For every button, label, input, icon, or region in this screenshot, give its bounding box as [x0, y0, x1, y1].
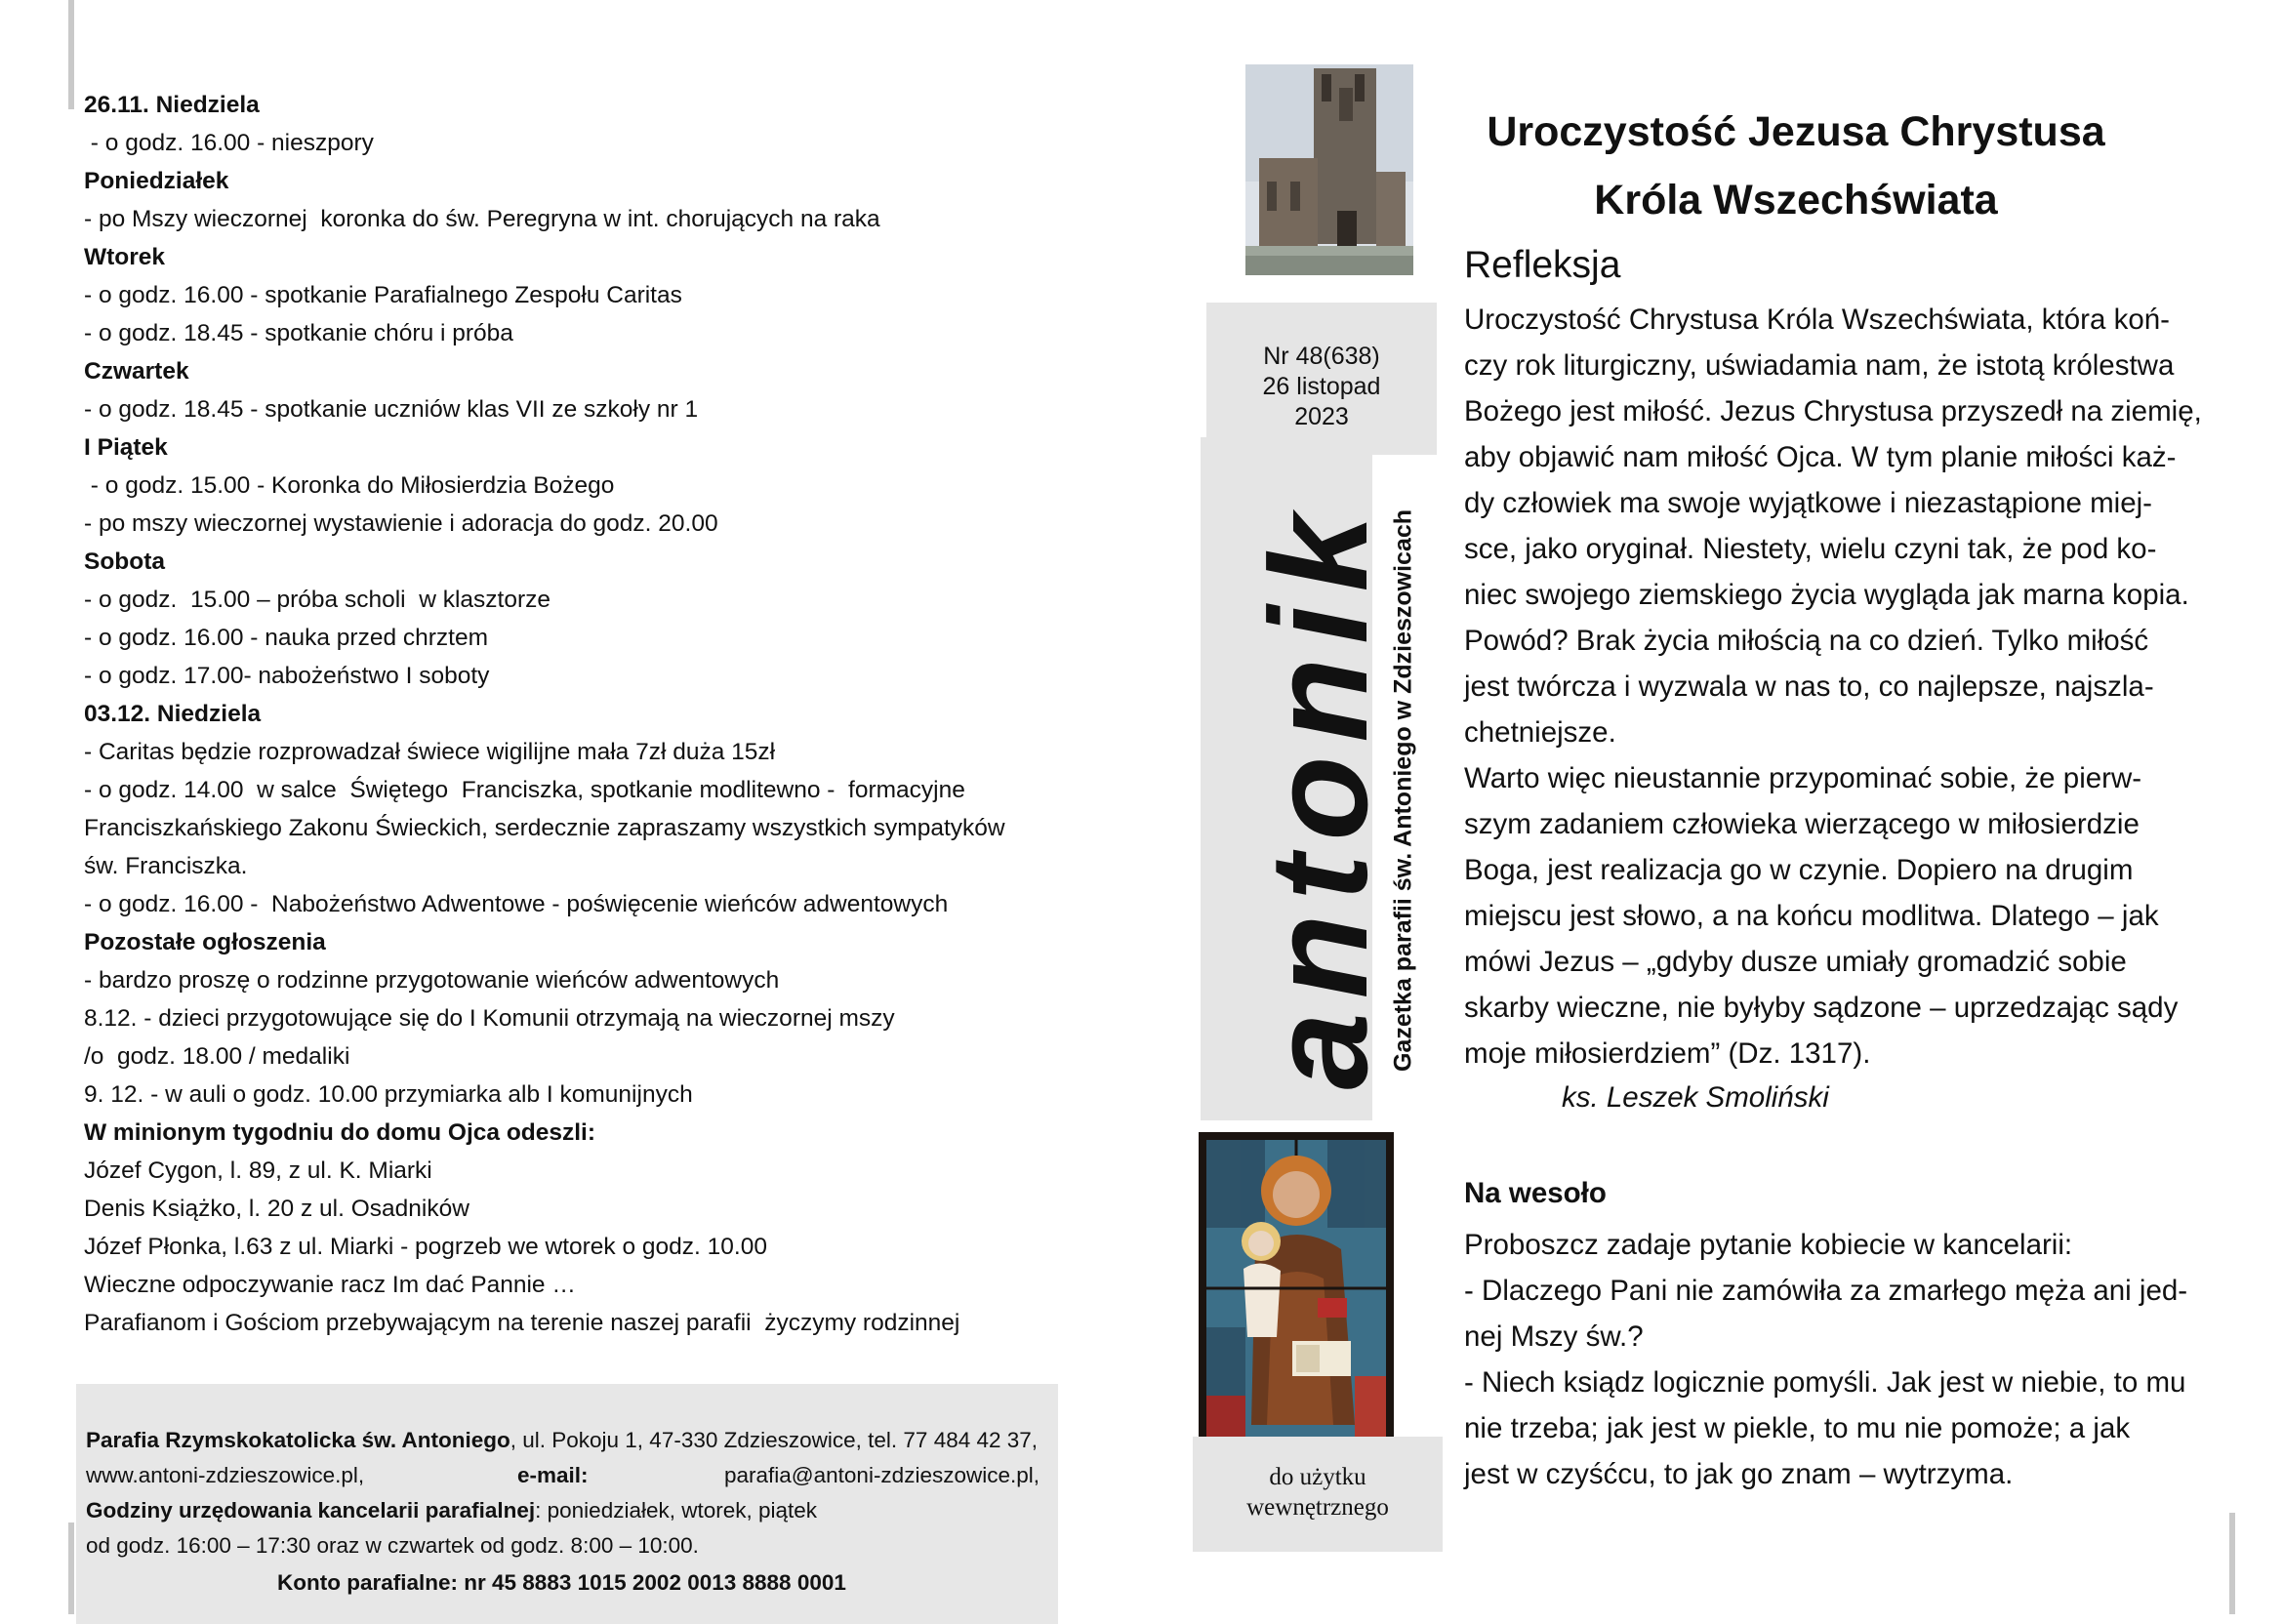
- article-title-line-1: Uroczystość Jezusa Chrystusa: [1487, 108, 2105, 155]
- announcement-line: - po Mszy wieczornej koronka do św. Peregryna w int. chorujących na raka: [84, 206, 880, 232]
- reflection-line: miejscu jest słowo, a na końcu modlitwa. Dlatego – jak: [1464, 900, 2159, 932]
- reflection-line: jest twórcza i wyzwala w nas to, co najlepsze, najszla-: [1464, 670, 2154, 703]
- reflection-line: Uroczystość Chrystusa Króla Wszechświata, która koń-: [1464, 304, 2170, 336]
- reflection-text: [1464, 297, 2225, 1076]
- article-author: ks. Leszek Smoliński: [1562, 1081, 1829, 1114]
- announcement-line: - o godz. 16.00 - nieszpory: [84, 130, 374, 156]
- reflection-heading: Refleksja: [1464, 244, 1621, 286]
- stained-glass-saint-anthony: [1199, 1132, 1394, 1444]
- announcement-line: - o godz. 16.00 - Nabożeństwo Adwentowe - poświęcenie wieńców adwentowych: [84, 891, 949, 917]
- reflection-line: chetniejsze.: [1464, 716, 1616, 749]
- reflection-line: szym zadaniem człowieka wierzącego w miłosierdzie: [1464, 808, 2140, 840]
- bank-account: Konto parafialne: nr 45 8883 1015 2002 0013 8888 0001: [277, 1570, 846, 1595]
- announcement-line: - o godz. 16.00 - nauka przed chrztem: [84, 625, 488, 651]
- announcement-heading: 26.11. Niedziela: [84, 92, 260, 118]
- announcement-line: Parafianom i Gościom przebywającym na terenie naszej parafii życzymy rodzinnej: [84, 1310, 960, 1336]
- parish-info-box: [76, 1384, 1058, 1624]
- parish-address-line: [86, 1423, 1038, 1458]
- announcement-heading: Sobota: [84, 548, 166, 575]
- issue-year: 2023: [1294, 403, 1349, 430]
- humor-line: Proboszcz zadaje pytanie kobiecie w kancelarii:: [1464, 1229, 2073, 1261]
- humor-line: nej Mszy św.?: [1464, 1320, 1644, 1353]
- church-photo: [1245, 64, 1413, 275]
- announcement-heading: Wtorek: [84, 244, 166, 270]
- humor-line: nie trzeba; jak jest w piekle, to mu nie pomoże; a jak: [1464, 1412, 2131, 1444]
- announcement-line: - bardzo proszę o rodzinne przygotowanie wieńców adwentowych: [84, 967, 780, 994]
- announcement-line: /o godz. 18.00 / medaliki: [84, 1043, 350, 1070]
- reflection-line: Boga, jest realizacja go w czynie. Dopiero na drugim: [1464, 854, 2134, 886]
- announcement-line: - Caritas będzie rozprowadzał świece wigilijne mała 7zł duża 15zł: [84, 739, 776, 765]
- announcement-line: 9. 12. - w auli o godz. 10.00 przymiarka alb I komunijnych: [84, 1081, 693, 1108]
- reflection-line: Powód? Brak życia miłością na co dzień. Tylko miłość: [1464, 625, 2149, 657]
- masthead-title: antonik: [1242, 501, 1397, 1090]
- reflection-line: dy człowiek ma swoje wyjątkowe i niezastąpione miej-: [1464, 487, 2153, 519]
- humor-text: [1464, 1222, 2225, 1497]
- article-title-line-2: Króla Wszechświata: [1594, 177, 1998, 223]
- announcement-heading: W minionym tygodniu do domu Ojca odeszli:: [84, 1119, 596, 1146]
- issue-number: Nr 48(638): [1263, 343, 1380, 370]
- announcement-heading: I Piątek: [84, 434, 168, 461]
- humor-heading: Na wesoło: [1464, 1177, 1607, 1209]
- announcement-line: Franciszkańskiego Zakonu Świeckich, serdecznie zapraszamy wszystkich sympatyków: [84, 815, 1005, 841]
- right-edge-bar: [2229, 1513, 2235, 1614]
- announcements-column: [84, 86, 1060, 1342]
- reflection-line: aby objawić nam miłość Ojca. W tym planie miłości każ-: [1464, 441, 2177, 473]
- parish-address: , ul. Pokoju 1, 47-330 Zdzieszowice, tel. 77 484 42 37,: [510, 1428, 1039, 1452]
- usage-line-1: do użytku: [1269, 1464, 1366, 1490]
- announcement-line: - po mszy wieczornej wystawienie i adoracja do godz. 20.00: [84, 510, 718, 537]
- announcement-line: - o godz. 17.00- nabożeństwo I soboty: [84, 663, 490, 689]
- announcement-line: - o godz. 14.00 w salce Świętego Franciszka, spotkanie modlitewno - formacyjne: [84, 777, 965, 803]
- office-hours-days: Godziny urzędowania kancelarii parafialnej: poniedziałek, wtorek, piątek: [86, 1498, 818, 1522]
- announcement-line: - o godz. 16.00 - spotkanie Parafialnego Zespołu Caritas: [84, 282, 682, 308]
- announcement-line: - o godz. 15.00 – próba scholi w klasztorze: [84, 587, 551, 613]
- announcement-line: 8.12. - dzieci przygotowujące się do I Komunii otrzymają na wieczornej mszy: [84, 1005, 895, 1032]
- humor-line: jest w czyśćcu, to jak go znam – wytrzyma.: [1464, 1458, 2014, 1490]
- reflection-line: czy rok liturgiczny, uświadamia nam, że istotą królestwa: [1464, 349, 2175, 382]
- announcement-line: Wieczne odpoczywanie racz Im dać Pannie …: [84, 1272, 576, 1298]
- humor-line: - Dlaczego Pani nie zamówiła za zmarłego męża ani jed-: [1464, 1275, 2188, 1307]
- reflection-line: mówi Jezus – „gdyby dusze umiały gromadzić sobie: [1464, 946, 2127, 978]
- usage-line-2: wewnętrznego: [1246, 1494, 1389, 1521]
- announcement-heading: Pozostałe ogłoszenia: [84, 929, 326, 955]
- announcement-line: - o godz. 18.45 - spotkanie uczniów klas VII ze szkoły nr 1: [84, 396, 699, 423]
- parish-email[interactable]: parafia@antoni-zdzieszowice.pl,: [724, 1463, 1040, 1487]
- reflection-line: niec swojego ziemskiego życia wygląda jak marna kopia.: [1464, 579, 2189, 611]
- parish-name: Parafia Rzymskokatolicka św. Antoniego: [86, 1428, 510, 1452]
- announcement-heading: 03.12. Niedziela: [84, 701, 262, 727]
- internal-use-box: [1193, 1437, 1443, 1552]
- announcement-line: Denis Książko, l. 20 z ul. Osadników: [84, 1196, 469, 1222]
- announcement-heading: Poniedziałek: [84, 168, 229, 194]
- issue-info-box: [1206, 303, 1437, 455]
- reflection-line: skarby wieczne, nie byłyby sądzone – uprzedzając sądy: [1464, 992, 2179, 1024]
- email-label: e-mail:: [517, 1463, 589, 1487]
- left-edge-bar: [68, 0, 74, 109]
- article-title: [1445, 98, 2147, 234]
- announcement-line: św. Franciszka.: [84, 853, 248, 879]
- announcement-line: Józef Cygon, l. 89, z ul. K. Miarki: [84, 1157, 432, 1184]
- reflection-line: Warto więc nieustannie przypominać sobie, że pierw-: [1464, 762, 2142, 794]
- announcement-heading: Czwartek: [84, 358, 189, 385]
- reflection-line: sce, jako oryginał. Niestety, wielu czyni tak, że pod ko-: [1464, 533, 2157, 565]
- reflection-line: Bożego jest miłość. Jezus Chrystusa przyszedł na ziemię,: [1464, 395, 2202, 427]
- announcement-line: Józef Płonka, l.63 z ul. Miarki - pogrzeb we wtorek o godz. 10.00: [84, 1234, 767, 1260]
- announcement-line: - o godz. 18.45 - spotkanie chóru i próba: [84, 320, 513, 346]
- parish-website[interactable]: www.antoni-zdzieszowice.pl,: [86, 1463, 365, 1487]
- announcement-line: - o godz. 15.00 - Koronka do Miłosierdzia Bożego: [84, 472, 615, 499]
- masthead-subtitle: Gazetka parafii św. Antoniego w Zdzieszowicach: [1389, 508, 1417, 1073]
- humor-line: - Niech ksiądz logicznie pomyśli. Jak jest w niebie, to mu: [1464, 1366, 2186, 1399]
- issue-date: 26 listopad: [1262, 373, 1381, 400]
- office-hours-label: Godziny urzędowania kancelarii parafialnej: [86, 1498, 536, 1522]
- reflection-line: moje miłosierdziem” (Dz. 1317).: [1464, 1037, 1871, 1070]
- office-hours-times: od godz. 16:00 – 17:30 oraz w czwartek od godz. 8:00 – 10:00.: [86, 1533, 699, 1558]
- left-bottom-edge-bar: [68, 1522, 74, 1614]
